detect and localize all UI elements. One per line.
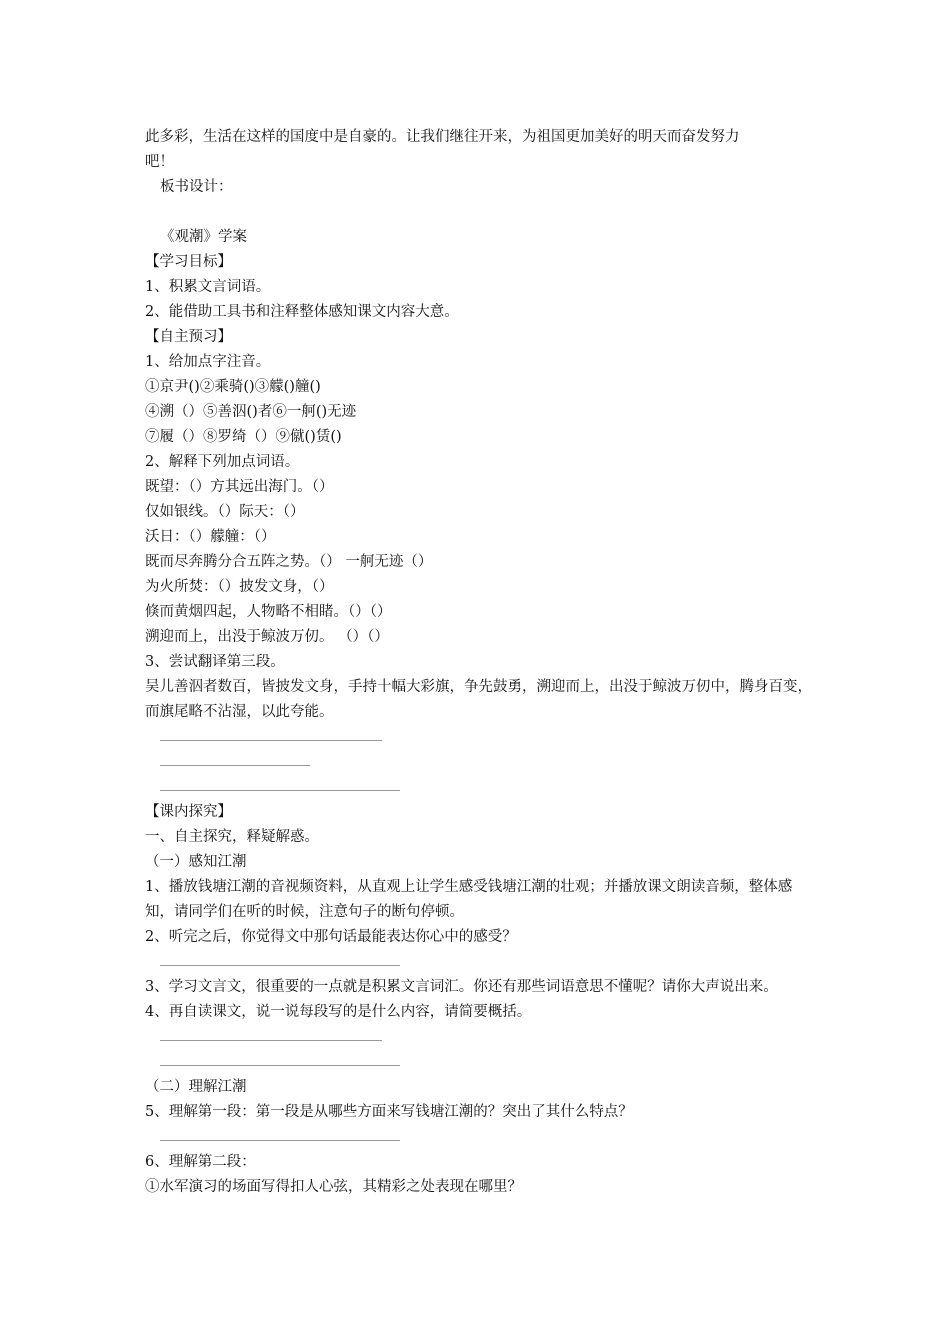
word-row-2: 仅如银线。（）际天：（） xyxy=(145,504,305,520)
answer-line-1 xyxy=(145,725,815,750)
word-row-4: 既而尽奔腾分合五阵之势。（） 一舸无迹（） xyxy=(145,554,433,570)
preview-question-1: 1、给加点字注音。 xyxy=(145,354,271,370)
subsection-perceive: （一）感知江潮 xyxy=(145,854,247,870)
subsection-understand: （二）理解江潮 xyxy=(145,1079,247,1095)
preview-question-2: 2、解释下列加点词语。 xyxy=(145,454,300,470)
answer-line-4 xyxy=(145,950,815,975)
question-3: 3、学习文言文，很重要的一点就是积累文言词汇。你还有那些词语意思不懂呢？请你大声说出来。 xyxy=(145,979,778,995)
question-4: 4、再自读课文，说一说每段写的是什么内容，请简要概括。 xyxy=(145,1004,532,1020)
translation-passage: 吴儿善泅者数百，皆披发文身，手持十幅大彩旗，争先鼓勇，溯迎而上，出没于鲸波万仞中，腾身百变，而旗尾略不沾湿，以此夸能。 xyxy=(145,679,812,720)
question-6a: ①水军演习的场面写得扣人心弦，其精彩之处表现在哪里？ xyxy=(145,1179,522,1195)
explore-header: 【课内探究】 xyxy=(145,804,232,820)
word-row-5: 为火所焚：（）披发文身，（） xyxy=(145,579,334,595)
pinyin-row-1: ①京尹()②乘骑()③艨()艟() xyxy=(145,379,321,395)
document-page xyxy=(145,125,815,1200)
question-5: 5、理解第一段：第一段是从哪些方面来写钱塘江潮的？突出了其什么特点？ xyxy=(145,1104,633,1120)
intro-line-1: 此多彩，生活在这样的国度中是自豪的。让我们继往开来，为祖国更加美好的明天而奋发努力 xyxy=(145,129,740,145)
answer-line-2 xyxy=(145,750,815,775)
word-row-6: 倏而黄烟四起，人物略不相睹。（）（） xyxy=(145,604,392,620)
preview-question-3: 3、尝试翻译第三段。 xyxy=(145,654,285,670)
blank-line xyxy=(145,200,815,225)
question-1: 1、播放钱塘江潮的音视频资料，从直观上让学生感受钱塘江潮的壮观；并播放课文朗读音频，整体感知，请同学们在听的时候，注意句子的断句停顿。 xyxy=(145,879,793,920)
question-6: 6、理解第二段： xyxy=(145,1154,256,1170)
explore-part-1: 一、自主探究，释疑解惑。 xyxy=(145,829,319,845)
goals-header: 【学习目标】 xyxy=(145,254,232,270)
pinyin-row-3: ⑦履（）⑧罗绮（）⑨僦()赁() xyxy=(145,429,342,445)
question-2: 2、听完之后，你觉得文中那句话最能表达你心中的感受？ xyxy=(145,929,517,945)
study-plan-title: 《观潮》学案 xyxy=(160,229,247,245)
answer-line-5 xyxy=(145,1025,815,1050)
preview-header: 【自主预习】 xyxy=(145,329,232,345)
word-row-3: 沃日：（）艨艟：（） xyxy=(145,529,276,545)
pinyin-row-2: ④溯（）⑤善泅()者⑥一舸()无迹 xyxy=(145,404,357,420)
goal-item-1: 1、积累文言词语。 xyxy=(145,279,271,295)
goal-item-2: 2、能借助工具书和注释整体感知课文内容大意。 xyxy=(145,304,459,320)
word-row-1: 既望：（）方其远出海门。（） xyxy=(145,479,334,495)
word-row-7: 溯迎而上，出没于鲸波万仞。 （）（） xyxy=(145,629,389,645)
board-design-label: 板书设计： xyxy=(160,179,233,195)
intro-line-2: 吧！ xyxy=(145,154,174,170)
answer-line-3 xyxy=(145,775,815,800)
answer-line-6 xyxy=(145,1050,815,1075)
answer-line-7 xyxy=(145,1125,815,1150)
